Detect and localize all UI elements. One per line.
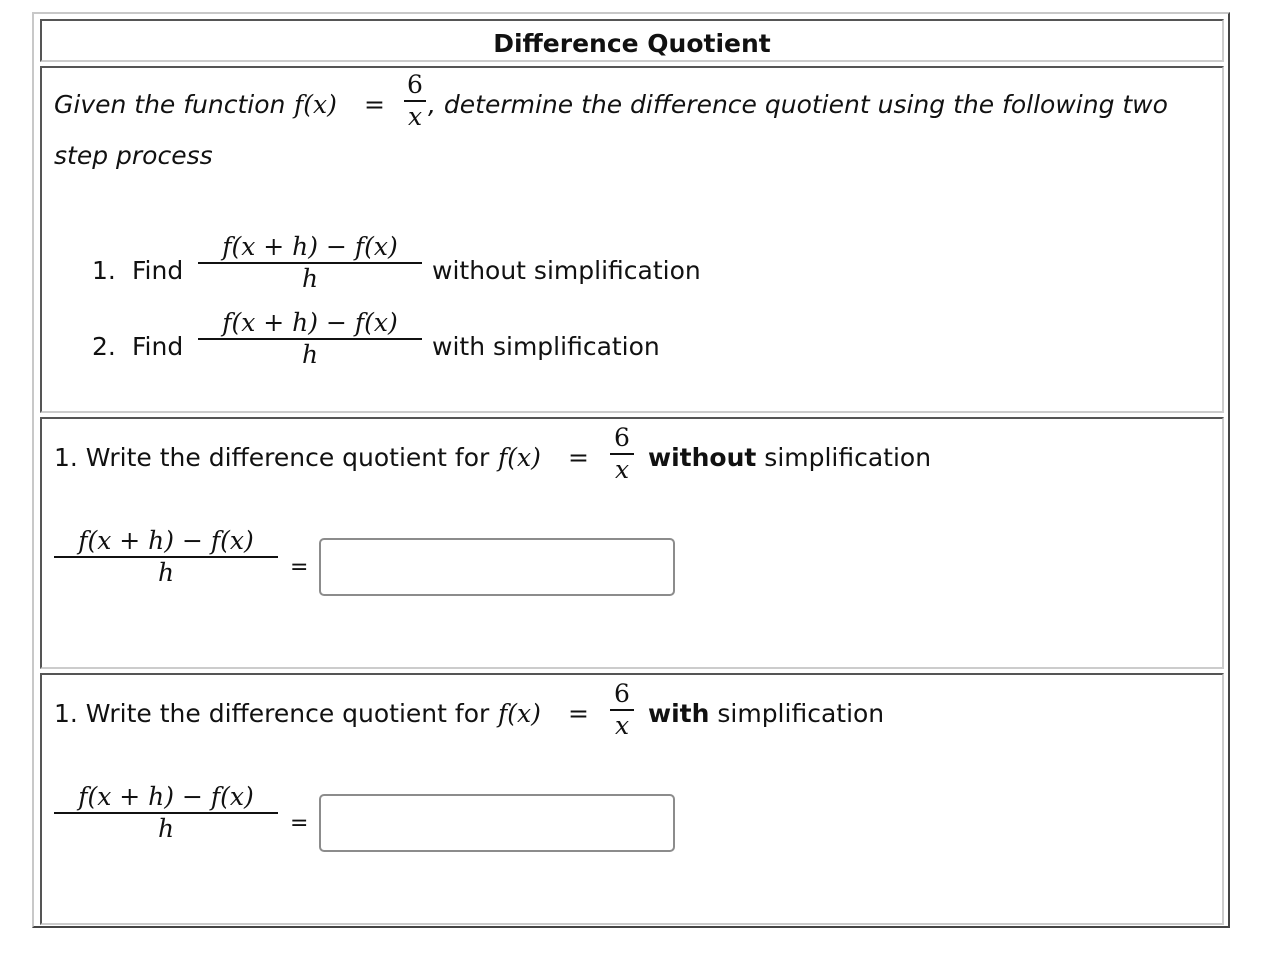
- question-1-fraction-denominator: x: [614, 455, 630, 484]
- question-1-suffix-line: [648, 443, 931, 473]
- intro-fraction-numerator: 6: [407, 70, 423, 99]
- question-2-prompt: 1. Write the difference quotient for: [54, 699, 490, 728]
- question-1-lhs-fraction: [54, 526, 278, 588]
- question-2-suffix-line: [648, 699, 884, 729]
- intro-cell: [40, 66, 1224, 413]
- step-2-numerator: f(x + h) − f(x): [222, 308, 398, 337]
- step-2-find: Find: [132, 332, 184, 361]
- title-cell: [40, 19, 1224, 62]
- step-1-numerator: f(x + h) − f(x): [222, 232, 398, 261]
- question-1-equals: =: [568, 443, 589, 472]
- question-2-fraction: [610, 679, 634, 741]
- question-1-fx: f(x): [498, 443, 541, 472]
- page-title: Difference Quotient: [493, 29, 771, 58]
- question-1-lhs-equals: =: [290, 555, 309, 580]
- intro-line2-text: step process: [54, 141, 213, 170]
- question-1-fraction-numerator: 6: [614, 423, 630, 452]
- question-2-lhs-denominator: h: [157, 814, 175, 843]
- question-2-fx: f(x): [498, 699, 541, 728]
- question-2-suffix: simplification: [709, 699, 885, 728]
- question-2-lhs-fraction: [54, 782, 278, 844]
- question-1-lhs-denominator: h: [157, 558, 175, 587]
- question-2-lhs-numerator: f(x + h) − f(x): [78, 782, 254, 811]
- question-2-fraction-numerator: 6: [614, 679, 630, 708]
- step-1-denominator: h: [301, 264, 319, 293]
- step-1-fraction: [198, 232, 422, 294]
- question-1-suffix: simplification: [756, 443, 932, 472]
- step-1-suffix: without simplification: [432, 256, 701, 285]
- question-1-lhs-numerator: f(x + h) − f(x): [78, 526, 254, 555]
- question-1-fraction: [610, 423, 634, 485]
- step-2-fraction: [198, 308, 422, 370]
- question-1-cell: [40, 417, 1224, 669]
- question-2-cell: [40, 673, 1224, 925]
- intro-fraction-denominator: x: [407, 102, 423, 131]
- question-2-fraction-denominator: x: [614, 711, 630, 740]
- intro-rest-text: , determine the difference quotient using the following two: [428, 90, 1168, 119]
- intro-equals: =: [364, 90, 385, 119]
- question-2-answer-input[interactable]: [319, 794, 675, 852]
- intro-fx: f(x): [294, 90, 337, 119]
- intro-fraction: [404, 70, 426, 132]
- difference-quotient-table: [32, 12, 1230, 928]
- question-1-prompt: 1. Write the difference quotient for: [54, 443, 490, 472]
- intro-given-text: Given the function: [54, 90, 286, 119]
- question-2-equals: =: [568, 699, 589, 728]
- step-2-denominator: h: [301, 340, 319, 369]
- step-1-number: 1.: [92, 256, 116, 285]
- step-2-number: 2.: [92, 332, 116, 361]
- step-2-suffix: with simplification: [432, 332, 660, 361]
- question-2-lhs-equals: =: [290, 811, 309, 836]
- question-1-emphasis: without: [648, 443, 757, 472]
- step-1-find: Find: [132, 256, 184, 285]
- question-2-emphasis: with: [648, 699, 710, 728]
- question-1-answer-input[interactable]: [319, 538, 675, 596]
